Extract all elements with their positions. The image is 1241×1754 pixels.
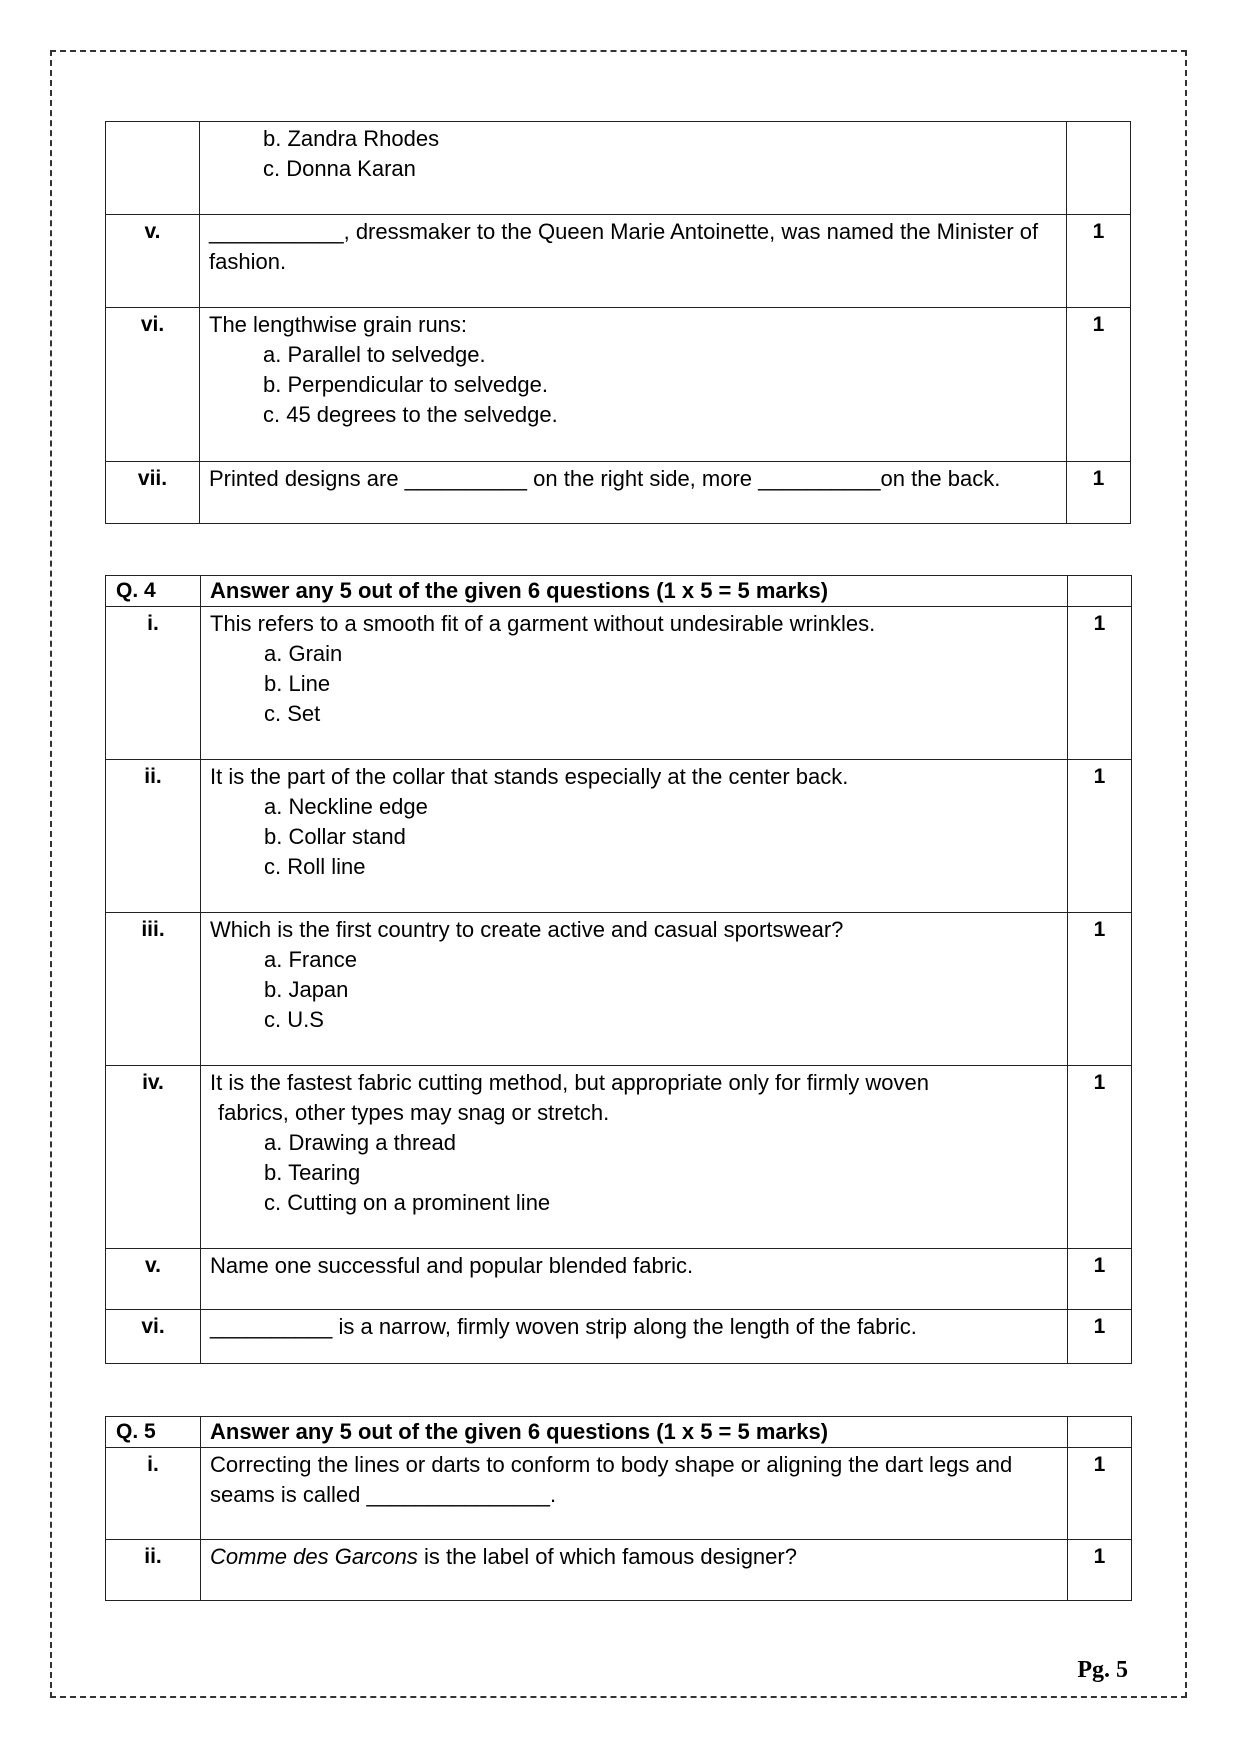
table-row xyxy=(106,1540,1132,1601)
question-number: i. xyxy=(106,607,201,760)
page-number: Pg. 5 xyxy=(1077,1657,1128,1683)
question-number: vi. xyxy=(106,308,200,462)
marks: 1 xyxy=(1067,308,1131,462)
section-heading: Answer any 5 out of the given 6 questions (1 x 5 = 5 marks) xyxy=(201,576,1068,607)
option: a. Drawing a thread xyxy=(264,1130,456,1155)
option: c. Cutting on a prominent line xyxy=(264,1190,551,1215)
question-number xyxy=(106,122,200,215)
table-row xyxy=(106,215,1131,308)
marks: 1 xyxy=(1068,1249,1132,1310)
option: c. Donna Karan xyxy=(263,156,416,181)
table-header-row xyxy=(106,576,1132,607)
question-number: ii. xyxy=(106,760,201,913)
question-number: i. xyxy=(106,1448,201,1540)
question-text: Name one successful and popular blended fabric. xyxy=(201,1249,1068,1310)
question-number: v. xyxy=(106,215,200,308)
marks: 1 xyxy=(1068,1310,1132,1364)
question-number: v. xyxy=(106,1249,201,1310)
question-label: Q. 4 xyxy=(106,576,201,607)
question-text xyxy=(201,760,1068,913)
table-row xyxy=(106,1310,1132,1364)
question-stem: It is the fastest fabric cutting method, but appropriate only for firmly woven xyxy=(210,1070,930,1095)
table-row xyxy=(106,1249,1132,1310)
question-label: Q. 5 xyxy=(106,1417,201,1448)
question-stem: It is the part of the collar that stands especially at the center back. xyxy=(210,764,849,789)
question-table-continued xyxy=(105,121,1131,524)
table-row xyxy=(106,462,1131,524)
option: c. Set xyxy=(264,701,321,726)
marks-header xyxy=(1068,1417,1132,1448)
question-text xyxy=(201,913,1068,1066)
marks: 1 xyxy=(1067,462,1131,524)
option: c. Roll line xyxy=(264,854,366,879)
table-row xyxy=(106,760,1132,913)
question-text xyxy=(201,1066,1068,1249)
table-row xyxy=(106,913,1132,1066)
question-number: iv. xyxy=(106,1066,201,1249)
option: c. U.S xyxy=(264,1007,324,1032)
option: b. Japan xyxy=(264,977,349,1002)
option: b. Zandra Rhodes xyxy=(263,126,440,151)
option: a. France xyxy=(264,947,357,972)
question-stem-continued: fabrics, other types may snag or stretch. xyxy=(218,1100,610,1125)
question-number: ii. xyxy=(106,1540,201,1601)
question-text: ___________, dressmaker to the Queen Marie Antoinette, was named the Minister of fashion. xyxy=(200,215,1067,308)
question-text xyxy=(200,122,1067,215)
option: a. Grain xyxy=(264,641,343,666)
option: b. Line xyxy=(264,671,331,696)
question-number: vi. xyxy=(106,1310,201,1364)
table-row xyxy=(106,1066,1132,1249)
question-stem-rest: is the label of which famous designer? xyxy=(417,1544,797,1569)
table-row xyxy=(106,1448,1132,1540)
table-header-row xyxy=(106,1417,1132,1448)
option: a. Neckline edge xyxy=(264,794,428,819)
marks: 1 xyxy=(1068,1066,1132,1249)
table-row xyxy=(106,308,1131,462)
section-heading: Answer any 5 out of the given 6 questions (1 x 5 = 5 marks) xyxy=(201,1417,1068,1448)
option: b. Tearing xyxy=(264,1160,361,1185)
marks: 1 xyxy=(1068,1448,1132,1540)
marks xyxy=(1067,122,1131,215)
designer-label-italic: Comme des Garcons xyxy=(210,1544,418,1569)
question-number: vii. xyxy=(106,462,200,524)
question-table-q4 xyxy=(105,575,1132,1364)
question-text xyxy=(201,1540,1068,1601)
marks: 1 xyxy=(1068,760,1132,913)
marks: 1 xyxy=(1068,913,1132,1066)
option: a. Parallel to selvedge. xyxy=(263,342,486,367)
question-number: iii. xyxy=(106,913,201,1066)
question-stem: This refers to a smooth fit of a garment without undesirable wrinkles. xyxy=(210,611,876,636)
question-stem: Which is the first country to create active and casual sportswear? xyxy=(210,917,844,942)
question-text: Correcting the lines or darts to conform to body shape or aligning the dart legs and seams is called _______________. xyxy=(201,1448,1068,1540)
question-table-q5 xyxy=(105,1416,1132,1601)
table-row xyxy=(106,122,1131,215)
question-text: Printed designs are __________ on the right side, more __________on the back. xyxy=(200,462,1067,524)
table-row xyxy=(106,607,1132,760)
marks: 1 xyxy=(1068,1540,1132,1601)
marks: 1 xyxy=(1067,215,1131,308)
option: b. Collar stand xyxy=(264,824,406,849)
question-text xyxy=(200,308,1067,462)
question-text xyxy=(201,607,1068,760)
marks-header xyxy=(1068,576,1132,607)
option: b. Perpendicular to selvedge. xyxy=(263,372,548,397)
option: c. 45 degrees to the selvedge. xyxy=(263,402,558,427)
question-stem: The lengthwise grain runs: xyxy=(209,312,468,337)
question-text: __________ is a narrow, firmly woven strip along the length of the fabric. xyxy=(201,1310,1068,1364)
marks: 1 xyxy=(1068,607,1132,760)
